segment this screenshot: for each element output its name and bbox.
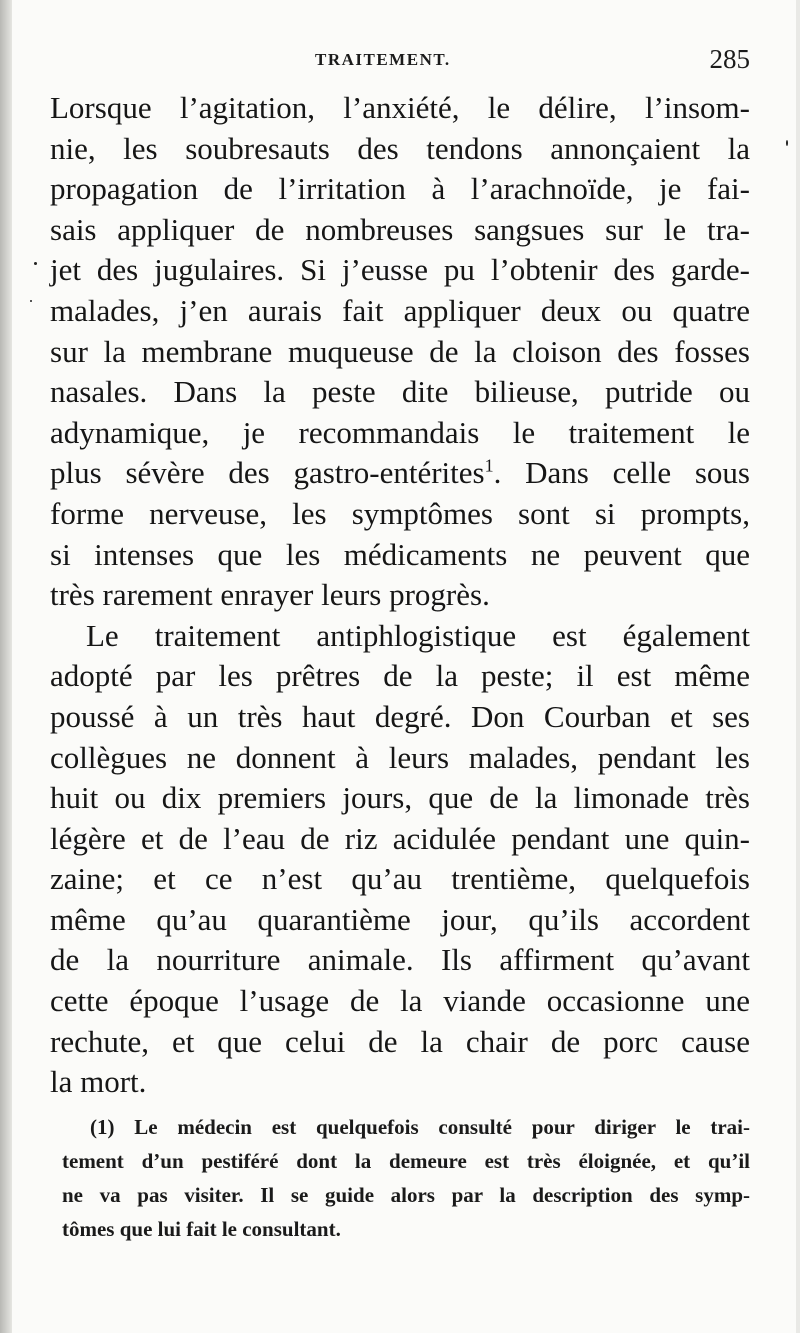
text-line: jet des jugulaires. Si j’eusse pu l’obtenir des garde- <box>50 252 750 288</box>
text-line: forme nerveuse, les symptômes sont si prompts, <box>50 495 750 531</box>
text-line: si intenses que les médicaments ne peuvent que <box>50 536 750 572</box>
text-line: la mort. <box>50 1064 147 1100</box>
text-line: huit ou dix premiers jours, que de la limonade très <box>50 780 750 816</box>
binding-shadow <box>0 0 12 1333</box>
text-line: poussé à un très haut degré. Don Courban et ses <box>50 698 750 734</box>
text-line: rechute, et que celui de la chair de porc cause <box>50 1023 750 1059</box>
text-line: zaine; et ce n’est qu’au trentième, quelquefois <box>50 861 750 897</box>
text-line: Le traitement antiphlogistique est également <box>86 617 750 653</box>
text-fragment: plus sévère des gastro-entérites <box>50 455 485 491</box>
page-number: 285 <box>709 44 750 74</box>
text-line: adynamique, je recommandais le traitement le <box>50 414 750 450</box>
footnote-line: tement d’un pestiféré dont la demeure est très éloignée, et qu’il <box>62 1149 750 1173</box>
text-line: sais appliquer de nombreuses sangsues sur le tra- <box>50 211 750 247</box>
page-edge <box>796 0 800 1333</box>
text-line: adopté par les prêtres de la peste; il est même <box>50 658 750 694</box>
ink-speck <box>34 262 37 265</box>
text-fragment: . Dans celle sous <box>493 455 750 491</box>
footnote-line: ne va pas visiter. Il se guide alors par la description des symp- <box>62 1183 750 1207</box>
text-line: nie, les soubresauts des tendons annonçaient la <box>50 130 750 166</box>
running-title: TRAITEMENT. <box>315 50 451 69</box>
text-line: même qu’au quarantième jour, qu’ils accordent <box>50 901 750 937</box>
ink-speck <box>786 140 788 146</box>
text-line: sur la membrane muqueuse de la cloison des fosses <box>50 333 750 369</box>
main-text <box>50 88 750 1103</box>
text-line: Lorsque l’agitation, l’anxiété, le délire, l’insom- <box>50 90 750 125</box>
text-line-with-note <box>50 453 750 494</box>
text-line: légère et de l’eau de riz acidulée pendant une quin- <box>50 820 750 856</box>
footnote-line: tômes que lui fait le consultant. <box>62 1217 341 1241</box>
text-line: propagation de l’irritation à l’arachnoïde, je fai- <box>50 171 750 207</box>
text-line: très rarement enrayer leurs progrès. <box>50 577 490 613</box>
text-line: collègues ne donnent à leurs malades, pendant les <box>50 739 750 775</box>
text-line: nasales. Dans la peste dite bilieuse, putride ou <box>50 374 750 410</box>
running-head <box>50 44 750 84</box>
ink-speck <box>30 300 32 302</box>
text-line: de la nourriture animale. Ils affirment qu’avant <box>50 942 750 978</box>
text-line: malades, j’en aurais fait appliquer deux ou quatre <box>50 292 750 328</box>
footnote <box>62 1110 750 1246</box>
text-line: cette époque l’usage de la viande occasionne une <box>50 983 750 1019</box>
footnote-line: (1) Le médecin est quelquefois consulté pour diriger le trai- <box>90 1115 750 1139</box>
footnote-reference: 1 <box>484 456 494 477</box>
